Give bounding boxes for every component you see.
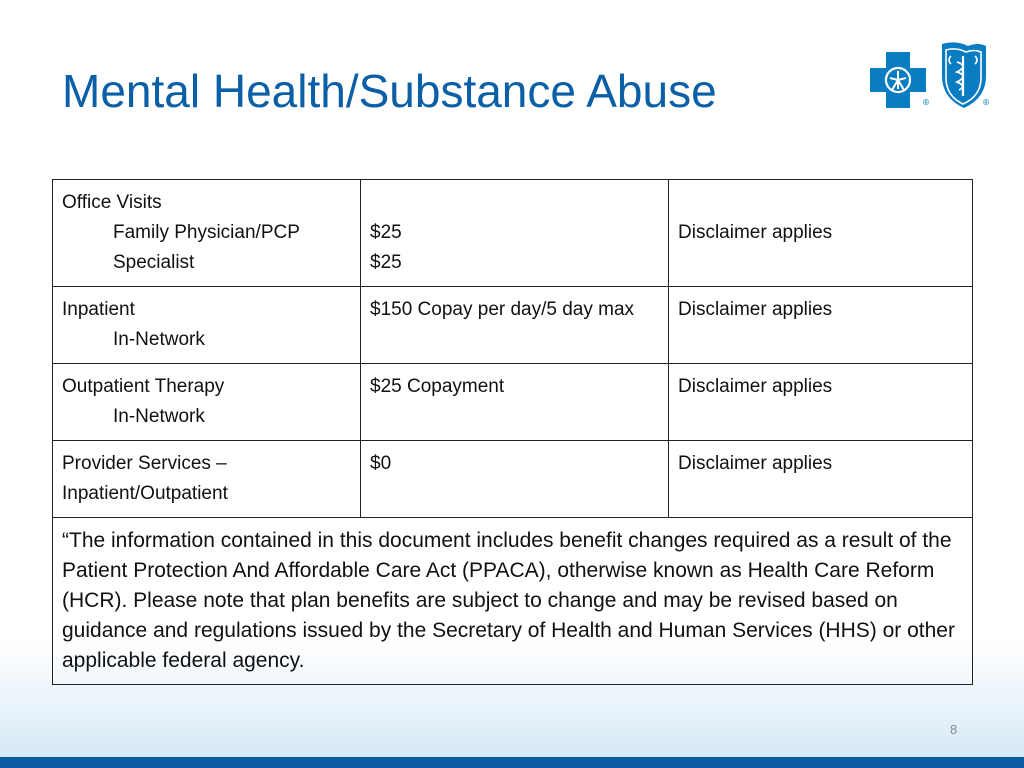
row-label: Outpatient Therapy — [62, 376, 225, 397]
row-note-cell — [669, 180, 973, 287]
blue-shield-icon — [942, 42, 990, 108]
row-value-cell — [361, 287, 669, 364]
row-value: $25 — [370, 222, 402, 243]
row-sub-label: In-Network — [113, 406, 205, 427]
row-sub-label: In-Network — [113, 329, 205, 350]
row-sub-label: Family Physician/PCP — [113, 222, 300, 243]
cross-registered-mark: ® — [922, 98, 930, 107]
table-row-inpatient — [53, 287, 973, 364]
table-row-office-visits — [53, 180, 973, 287]
row-label: Inpatient — [62, 299, 135, 320]
blue-cross-icon — [870, 52, 930, 108]
disclaimer-text: “The information contained in this document includes benefit changes required as a result of the Patient Protection And Affordable Care Act (PPACA), otherwise known as Health Care Reform (HCR). Please note that plan benefits are subject to change and may be revised based on guidance and regulations issued by the Secretary of Health and Human Services (HHS) or other applicable federal agency. — [53, 518, 973, 685]
row-label-cell — [53, 180, 361, 287]
blue-cross-blue-shield-logo — [866, 40, 990, 110]
row-value: $25 Copayment — [370, 376, 505, 397]
table-row-provider-services — [53, 441, 973, 518]
row-label: Provider Services – Inpatient/Outpatient — [62, 453, 228, 504]
row-note: Disclaimer applies — [678, 376, 833, 397]
row-note-cell — [669, 364, 973, 441]
table-row-outpatient-therapy — [53, 364, 973, 441]
row-value: $0 — [370, 453, 392, 474]
table-row-disclaimer — [53, 518, 973, 685]
row-label-cell — [53, 364, 361, 441]
row-value-cell — [361, 180, 669, 287]
row-value-cell — [361, 441, 669, 518]
shield-registered-mark: ® — [982, 98, 990, 107]
row-note: Disclaimer applies — [678, 222, 833, 243]
row-note: Disclaimer applies — [678, 453, 833, 474]
row-label: Office Visits — [62, 192, 162, 213]
row-label-cell — [53, 287, 361, 364]
row-value: $25 — [370, 252, 402, 273]
row-value: $150 Copay per day/5 day max — [370, 299, 635, 320]
row-note-cell — [669, 287, 973, 364]
row-note: Disclaimer applies — [678, 299, 833, 320]
benefits-table — [52, 179, 973, 685]
bottom-accent-bar — [0, 757, 1024, 768]
row-note-cell — [669, 441, 973, 518]
page-number: 8 — [950, 722, 958, 737]
slide-title: Mental Health/Substance Abuse — [62, 65, 717, 117]
row-value-cell — [361, 364, 669, 441]
row-label-cell — [53, 441, 361, 518]
row-sub-label: Specialist — [113, 252, 195, 273]
